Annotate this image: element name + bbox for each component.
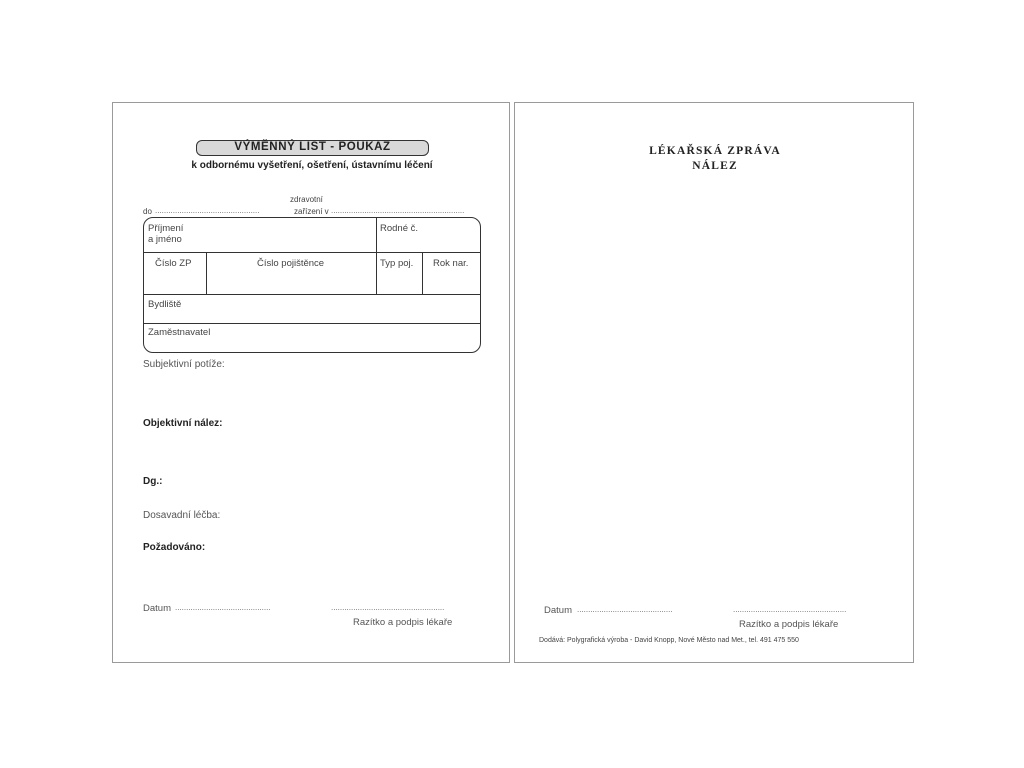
patient-info-box (143, 217, 481, 353)
datum-label: Datum (143, 603, 171, 614)
report-subtitle: NÁLEZ (692, 160, 738, 172)
cislo-pojistence-label: Číslo pojištěnce (257, 258, 325, 269)
form-subtitle: k odbornému vyšetření, ošetření, ústavnímu léčení (191, 160, 433, 171)
signature-field[interactable]: ................................................... (733, 605, 847, 614)
do-label: do (143, 207, 152, 216)
dosavadni-label: Dosavadní léčba: (143, 510, 221, 521)
zamestnavatel-label: Zaměstnavatel (148, 327, 211, 338)
datum-label: Datum (544, 605, 572, 616)
signature-label: Razítko a podpis lékaře (739, 619, 839, 630)
zarizeni-field[interactable]: ............................................................ (331, 206, 465, 215)
bydliste-label: Bydliště (148, 299, 182, 310)
form-title: VÝMĚNNÝ LIST - POUKAZ (196, 140, 429, 156)
prijmeni-label: Příjmení a jméno (148, 223, 184, 245)
zarizeni-label: zařízení v (294, 207, 329, 216)
diagnosis-label: Dg.: (143, 476, 163, 487)
exchange-sheet-page (112, 102, 510, 663)
supplier-footer: Dodává: Polygrafická výroba - David Knopp, Nové Město nad Met., tel. 491 475 550 (539, 637, 799, 644)
subjektivni-label: Subjektivní potíže: (143, 359, 225, 370)
pozadovano-label: Požadováno: (143, 542, 206, 553)
report-title: LÉKAŘSKÁ ZPRÁVA (649, 145, 781, 157)
medical-report-page (514, 102, 914, 663)
do-field[interactable]: ............................................... (155, 206, 260, 215)
objektivni-label: Objektivní nález: (143, 418, 223, 429)
signature-label: Razítko a podpis lékaře (353, 617, 453, 628)
datum-field[interactable]: ........................................... (175, 603, 271, 612)
signature-field[interactable]: ................................................... (331, 603, 445, 612)
cislo-zp-label: Číslo ZP (155, 258, 192, 269)
zdravotni-label: zdravotní (290, 195, 323, 204)
rodne-cislo-label: Rodné č. (380, 223, 419, 234)
datum-field[interactable]: ........................................... (577, 605, 673, 614)
typ-poj-label: Typ poj. (380, 258, 414, 269)
rok-nar-label: Rok nar. (433, 258, 469, 269)
